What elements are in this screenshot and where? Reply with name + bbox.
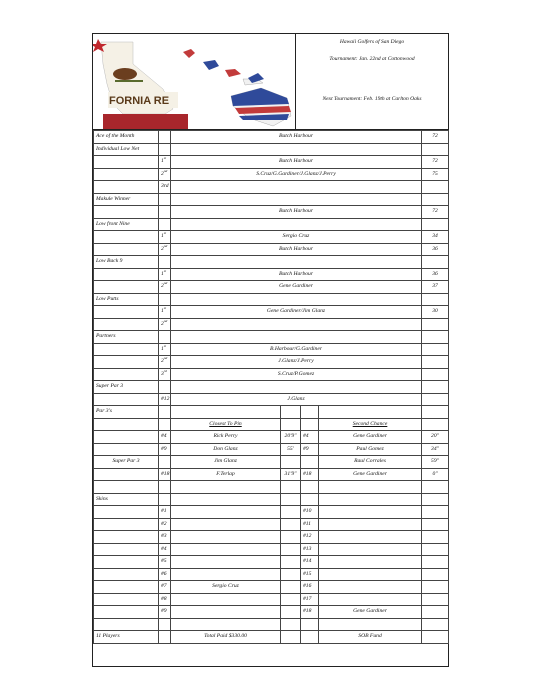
skins-row: #2 #11	[94, 518, 449, 531]
low-back-row: 1st Butch Harbour 36	[94, 268, 449, 281]
results-sheet	[92, 33, 449, 667]
individual-low-net-row: 1st Butch Harbour 72	[94, 156, 449, 169]
total-paid: Total Paid $330.00	[171, 631, 281, 644]
skin-name	[171, 506, 281, 519]
low-front-row: 1st Sergio Cruz 34	[94, 231, 449, 244]
score: 34	[422, 231, 449, 244]
score: 36	[422, 243, 449, 256]
ace-winner: Butch Harbour	[171, 131, 422, 144]
skin-name	[319, 531, 422, 544]
ctp-distance: 55'	[281, 443, 301, 456]
skin-name	[319, 568, 422, 581]
super-par3-label-inline: Super Par 3	[94, 456, 159, 469]
super-par3-hole: #12	[159, 393, 171, 406]
par3-header-row	[94, 418, 449, 431]
skin-name	[319, 506, 422, 519]
partners-names: B.Harbour/G.Gardiner	[171, 343, 422, 356]
california-hawaii-flags-image	[93, 34, 295, 129]
makule-label: Makule Winner	[94, 193, 159, 206]
par3-label: Par 3's	[94, 406, 159, 419]
second-chance-distance: 34"	[422, 443, 449, 456]
skin-name: Gene Gardiner	[319, 606, 422, 619]
makule-row	[94, 206, 449, 219]
individual-low-net-row: 2nd S.Cruz/G.Gardiner/J.Glanz/J.Perry 75	[94, 168, 449, 181]
score: 37	[422, 281, 449, 294]
flags-logo	[93, 34, 296, 129]
hole: #4	[159, 431, 171, 444]
section-row	[94, 193, 449, 206]
score	[422, 318, 449, 331]
individual-low-net-row	[94, 181, 449, 194]
section-row	[94, 493, 449, 506]
ctp-name: Rick Perry	[171, 431, 281, 444]
skin-name	[171, 568, 281, 581]
hole: #9	[159, 443, 171, 456]
second-chance-distance: 59"	[422, 456, 449, 469]
skin-name: Sergio Cruz	[171, 581, 281, 594]
skin-name	[319, 543, 422, 556]
section-row	[94, 143, 449, 156]
second-chance-name: Gene Gardiner	[319, 431, 422, 444]
players-count: 11 Players	[94, 631, 159, 644]
section-row	[94, 331, 449, 344]
low-putts-row: 1st Gene Gardiner/Jim Glanz 30	[94, 306, 449, 319]
ctp-name: Jim Glanz	[171, 456, 281, 469]
section-row	[94, 218, 449, 231]
hole: #4	[301, 431, 319, 444]
winner-name: Butch Harbour	[171, 268, 422, 281]
winner-name	[171, 318, 422, 331]
winner-name: Butch Harbour	[171, 243, 422, 256]
hole: #9	[301, 443, 319, 456]
skins-row: #8 #17	[94, 593, 449, 606]
header-info	[296, 34, 448, 129]
footer-row	[94, 631, 449, 644]
next-tournament-info: Next Tournament: Feb. 19th at Carlton Oaks	[322, 96, 422, 102]
ace-score: 72	[422, 131, 449, 144]
skins-row: #3 #12	[94, 531, 449, 544]
place: 3rd	[161, 183, 169, 189]
super-par3-label: Super Par 3	[94, 381, 159, 394]
partners-names: S.Cruz/P.Gomez	[171, 368, 422, 381]
skins-row: #6 #15	[94, 568, 449, 581]
flag-logo-text: FORNIA RE	[109, 95, 170, 107]
second-chance-name: Raul Corrales	[319, 456, 422, 469]
ctp-distance: 20'9"	[281, 431, 301, 444]
score: 72	[422, 156, 449, 169]
individual-low-net-label: Individual Low Net	[94, 143, 159, 156]
spacer-row	[94, 481, 449, 494]
skin-name	[319, 518, 422, 531]
second-chance-distance: 0"	[422, 468, 449, 481]
skin-name	[171, 518, 281, 531]
skins-label: Skins	[94, 493, 159, 506]
ace-label: Ace of the Month	[94, 131, 159, 144]
score	[422, 181, 449, 194]
second-chance-name: Paul Gomez	[319, 443, 422, 456]
score: 30	[422, 306, 449, 319]
ctp-name: F.Terlap	[171, 468, 281, 481]
score: 36	[422, 268, 449, 281]
low-back-label: Low Back 9	[94, 256, 159, 269]
ctp-distance: 31'9"	[281, 468, 301, 481]
winner-name: Butch Harbour	[171, 156, 422, 169]
super-par3-row	[94, 393, 449, 406]
makule-winner: Butch Harbour	[171, 206, 422, 219]
partners-row: 3rd S.Cruz/P.Gomez	[94, 368, 449, 381]
hawaii-islands-icon	[183, 49, 291, 126]
makule-score: 72	[422, 206, 449, 219]
section-row	[94, 406, 449, 419]
ctp-name: Don Glanz	[171, 443, 281, 456]
spacer-row	[94, 618, 449, 631]
low-putts-label: Low Putts	[94, 293, 159, 306]
skin-name	[171, 593, 281, 606]
skin-name	[171, 556, 281, 569]
skin-name	[319, 581, 422, 594]
results-table	[93, 130, 449, 644]
closest-to-pin-header: Closest To Pin	[209, 420, 242, 427]
low-front-row: 2nd Butch Harbour 36	[94, 243, 449, 256]
skin-name	[319, 556, 422, 569]
partners-label: Partners	[94, 331, 159, 344]
hole	[159, 456, 171, 469]
winner-name: S.Cruz/G.Gardiner/J.Glanz/J.Perry	[171, 168, 422, 181]
low-putts-row: 2nd	[94, 318, 449, 331]
bear-icon	[113, 68, 137, 80]
skins-row: #7 Sergio Cruz #16	[94, 581, 449, 594]
par3-row	[94, 456, 449, 469]
super-par3-winner: J.Glanz	[171, 393, 422, 406]
partners-names: J.Glanz/J.Perry	[171, 356, 422, 369]
sob-fund: SOB Fund	[319, 631, 422, 644]
par3-row	[94, 443, 449, 456]
skin-name	[171, 543, 281, 556]
hole	[301, 456, 319, 469]
skin-name	[319, 593, 422, 606]
section-row	[94, 256, 449, 269]
winner-name: Gene Gardiner/Jim Glanz	[171, 306, 422, 319]
place: 1	[161, 158, 164, 164]
winner-name: Gene Gardiner	[171, 281, 422, 294]
partners-row: 1st B.Harbour/G.Gardiner	[94, 343, 449, 356]
winner-name	[171, 181, 422, 194]
place: 2	[161, 170, 164, 177]
par3-row	[94, 431, 449, 444]
hole: #18	[159, 468, 171, 481]
low-front-label: Low front Nine	[94, 218, 159, 231]
section-row	[94, 381, 449, 394]
skin-name	[171, 531, 281, 544]
partners-row: 2nd J.Glanz/J.Perry	[94, 356, 449, 369]
score: 75	[422, 168, 449, 181]
tournament-info: Tournament: Jan. 22nd at Cottonwood	[329, 56, 415, 62]
skins-row: #4 #13	[94, 543, 449, 556]
skins-row: #5 #14	[94, 556, 449, 569]
par3-row	[94, 468, 449, 481]
ace-row	[94, 131, 449, 144]
section-row	[94, 293, 449, 306]
skins-row: #9 #18 Gene Gardiner	[94, 606, 449, 619]
skins-row: #1 #10	[94, 506, 449, 519]
hole: #18	[301, 468, 319, 481]
winner-name: Sergio Cruz	[171, 231, 422, 244]
sheet-header	[93, 34, 448, 130]
ctp-distance	[281, 456, 301, 469]
second-chance-header: Second Chance	[352, 420, 388, 427]
skin-name	[171, 606, 281, 619]
second-chance-name: Gene Gardiner	[319, 468, 422, 481]
second-chance-distance: 20"	[422, 431, 449, 444]
low-back-row: 2nd Gene Gardiner 37	[94, 281, 449, 294]
org-name: Hawaii Golfers of San Diego	[339, 39, 405, 45]
